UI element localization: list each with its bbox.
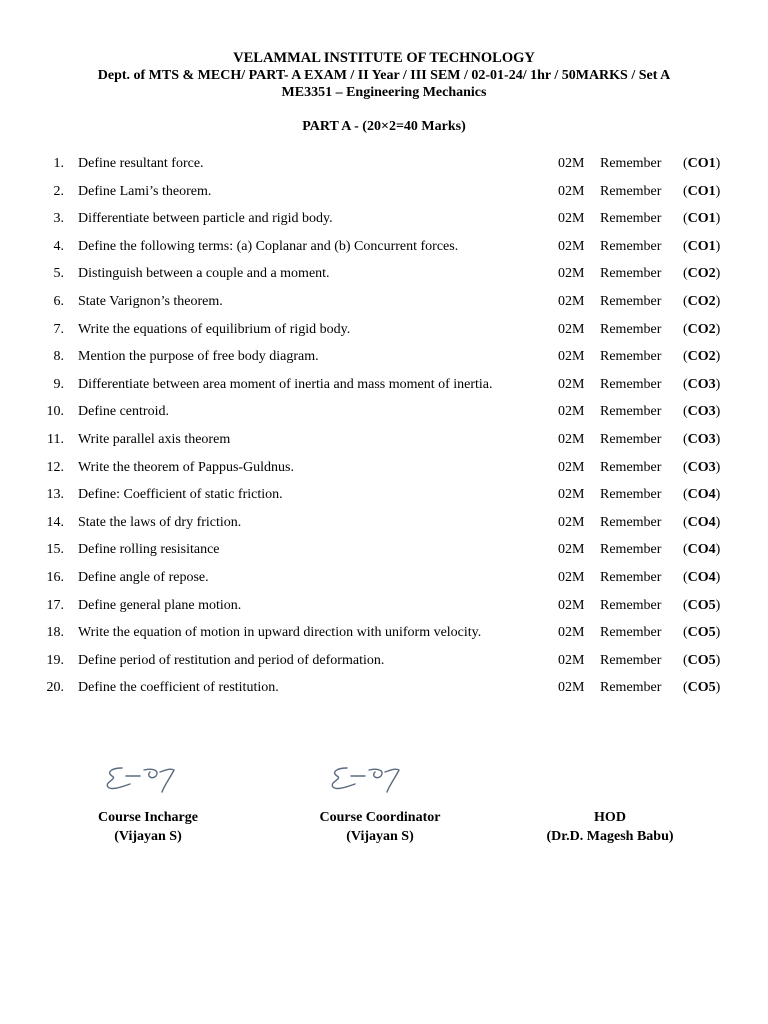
question-level: Remember xyxy=(600,211,662,227)
question-marks: 02M xyxy=(558,404,585,420)
exam-info: Dept. of MTS & MECH/ PART- A EXAM / II Year / III SEM / 02-01-24/ 1hr / 50MARKS / Set A xyxy=(97,68,671,83)
question-number: 6. xyxy=(53,293,64,309)
question-co: (CO4) xyxy=(683,569,721,585)
course-outcome: CO5 xyxy=(687,680,716,696)
question-text: Write parallel axis theorem xyxy=(78,431,231,447)
question-text: Define centroid. xyxy=(78,404,169,420)
question-co: (CO5) xyxy=(683,652,721,668)
question-number: 18. xyxy=(46,625,64,641)
question-number: 7. xyxy=(53,321,64,337)
signatory-name: (Vijayan S) xyxy=(114,829,182,844)
question-marks: 02M xyxy=(558,376,585,392)
question-text: Define rolling resisitance xyxy=(78,542,220,558)
question-marks: 02M xyxy=(558,625,585,641)
question-text: Differentiate between particle and rigid body. xyxy=(78,211,333,227)
question-level: Remember xyxy=(600,183,662,199)
question-level: Remember xyxy=(600,431,662,447)
course-outcome: CO5 xyxy=(687,597,716,613)
signature-course-coordinator xyxy=(325,762,425,796)
question-co: (CO3) xyxy=(683,459,721,475)
question-text: Define the following terms: (a) Coplanar and (b) Concurrent forces. xyxy=(78,238,459,254)
signatory-name: (Vijayan S) xyxy=(346,829,414,844)
question-co: (CO3) xyxy=(683,404,721,420)
course-outcome: CO3 xyxy=(687,404,716,420)
question-row xyxy=(0,399,768,427)
course-outcome: CO1 xyxy=(687,183,716,199)
course-outcome: CO3 xyxy=(687,376,716,392)
course-outcome: CO4 xyxy=(687,514,716,530)
question-co: (CO1) xyxy=(683,183,721,199)
signatory-course-coordinator xyxy=(305,808,455,846)
question-co: (CO2) xyxy=(683,349,721,365)
question-level: Remember xyxy=(600,376,662,392)
question-text: Define angle of repose. xyxy=(78,569,209,585)
signature-course-incharge xyxy=(100,762,200,796)
question-text: Write the equations of equilibrium of rigid body. xyxy=(78,321,351,337)
question-row xyxy=(0,482,768,510)
question-co: (CO3) xyxy=(683,376,721,392)
question-text: Define: Coefficient of static friction. xyxy=(78,487,283,503)
question-marks: 02M xyxy=(558,293,585,309)
question-number: 20. xyxy=(46,680,64,696)
question-row xyxy=(0,675,768,703)
question-row xyxy=(0,261,768,289)
question-co: (CO1) xyxy=(683,211,721,227)
question-text: Differentiate between area moment of inertia and mass moment of inertia. xyxy=(78,376,493,392)
signatory-name: (Dr.D. Magesh Babu) xyxy=(546,829,674,844)
question-list xyxy=(0,151,768,703)
question-marks: 02M xyxy=(558,459,585,475)
course-outcome: CO2 xyxy=(687,293,716,309)
question-marks: 02M xyxy=(558,597,585,613)
question-marks: 02M xyxy=(558,349,585,365)
question-row xyxy=(0,234,768,262)
question-marks: 02M xyxy=(558,542,585,558)
question-text: Define general plane motion. xyxy=(78,597,242,613)
question-co: (CO4) xyxy=(683,542,721,558)
question-number: 8. xyxy=(53,349,64,365)
question-number: 11. xyxy=(47,431,64,447)
question-co: (CO2) xyxy=(683,266,721,282)
signatory-hod xyxy=(525,808,695,846)
question-row xyxy=(0,372,768,400)
question-number: 5. xyxy=(53,266,64,282)
question-row xyxy=(0,289,768,317)
question-level: Remember xyxy=(600,625,662,641)
question-row xyxy=(0,510,768,538)
question-row xyxy=(0,537,768,565)
signatory-role: Course Incharge xyxy=(98,810,198,825)
question-number: 1. xyxy=(53,156,64,171)
question-number: 15. xyxy=(46,542,64,558)
course-outcome: CO1 xyxy=(687,156,716,171)
question-row xyxy=(0,317,768,345)
question-number: 12. xyxy=(46,459,64,475)
question-level: Remember xyxy=(600,156,662,171)
question-number: 9. xyxy=(53,376,64,392)
course-outcome: CO2 xyxy=(687,266,716,282)
question-text: State the laws of dry friction. xyxy=(78,514,242,530)
course-outcome: CO2 xyxy=(687,321,716,337)
question-marks: 02M xyxy=(558,680,585,696)
course-outcome: CO1 xyxy=(687,238,716,254)
question-text: State Varignon’s theorem. xyxy=(78,293,223,309)
question-text: Mention the purpose of free body diagram. xyxy=(78,349,319,365)
question-marks: 02M xyxy=(558,266,585,282)
question-marks: 02M xyxy=(558,652,585,668)
question-number: 2. xyxy=(53,183,64,199)
question-text: Distinguish between a couple and a moment. xyxy=(78,266,330,282)
question-text: Write the theorem of Pappus-Guldnus. xyxy=(78,459,295,475)
question-row xyxy=(0,206,768,234)
question-row xyxy=(0,620,768,648)
question-level: Remember xyxy=(600,514,662,530)
question-co: (CO1) xyxy=(683,238,721,254)
question-marks: 02M xyxy=(558,514,585,530)
question-co: (CO3) xyxy=(683,431,721,447)
question-number: 4. xyxy=(53,238,64,254)
question-marks: 02M xyxy=(558,321,585,337)
question-co: (CO5) xyxy=(683,597,721,613)
question-number: 17. xyxy=(46,597,64,613)
question-level: Remember xyxy=(600,349,662,365)
course-outcome: CO4 xyxy=(687,542,716,558)
question-level: Remember xyxy=(600,569,662,585)
question-marks: 02M xyxy=(558,487,585,503)
question-text: Write the equation of motion in upward direction with uniform velocity. xyxy=(78,625,482,641)
question-co: (CO2) xyxy=(683,293,721,309)
question-marks: 02M xyxy=(558,238,585,254)
signatory-role: Course Coordinator xyxy=(319,810,441,825)
question-co: (CO5) xyxy=(683,625,721,641)
question-level: Remember xyxy=(600,266,662,282)
question-row xyxy=(0,648,768,676)
question-text: Define the coefficient of restitution. xyxy=(78,680,279,696)
question-level: Remember xyxy=(600,597,662,613)
question-level: Remember xyxy=(600,542,662,558)
question-level: Remember xyxy=(600,238,662,254)
question-number: 19. xyxy=(46,652,64,668)
question-row xyxy=(0,344,768,372)
question-number: 13. xyxy=(46,487,64,503)
part-heading: PART A - (20×2=40 Marks) xyxy=(302,119,466,134)
question-row xyxy=(0,565,768,593)
question-row xyxy=(0,151,768,179)
question-level: Remember xyxy=(600,404,662,420)
question-co: (CO2) xyxy=(683,321,721,337)
course-title: ME3351 – Engineering Mechanics xyxy=(281,85,487,100)
course-outcome: CO5 xyxy=(687,652,716,668)
question-row xyxy=(0,179,768,207)
question-level: Remember xyxy=(600,487,662,503)
question-co: (CO5) xyxy=(683,680,721,696)
institute-name: VELAMMAL INSTITUTE OF TECHNOLOGY xyxy=(233,50,535,66)
question-level: Remember xyxy=(600,680,662,696)
question-marks: 02M xyxy=(558,431,585,447)
question-marks: 02M xyxy=(558,211,585,227)
question-number: 3. xyxy=(53,211,64,227)
question-marks: 02M xyxy=(558,569,585,585)
question-marks: 02M xyxy=(558,183,585,199)
course-outcome: CO1 xyxy=(687,211,716,227)
question-row xyxy=(0,593,768,621)
course-outcome: CO5 xyxy=(687,625,716,641)
question-level: Remember xyxy=(600,652,662,668)
course-outcome: CO4 xyxy=(687,487,716,503)
question-co: (CO4) xyxy=(683,487,721,503)
question-row xyxy=(0,427,768,455)
question-level: Remember xyxy=(600,321,662,337)
course-outcome: CO4 xyxy=(687,569,716,585)
question-co: (CO4) xyxy=(683,514,721,530)
question-text: Define resultant force. xyxy=(78,156,204,171)
question-row xyxy=(0,455,768,483)
question-co: (CO1) xyxy=(683,156,721,171)
signatory-course-incharge xyxy=(88,808,208,846)
question-text: Define period of restitution and period of deformation. xyxy=(78,652,385,668)
question-level: Remember xyxy=(600,459,662,475)
question-level: Remember xyxy=(600,293,662,309)
question-number: 16. xyxy=(46,569,64,585)
question-text: Define Lami’s theorem. xyxy=(78,183,212,199)
signatory-role: HOD xyxy=(594,810,626,825)
course-outcome: CO3 xyxy=(687,431,716,447)
question-number: 10. xyxy=(46,404,64,420)
question-number: 14. xyxy=(46,514,64,530)
course-outcome: CO2 xyxy=(687,349,716,365)
question-marks: 02M xyxy=(558,156,585,171)
course-outcome: CO3 xyxy=(687,459,716,475)
